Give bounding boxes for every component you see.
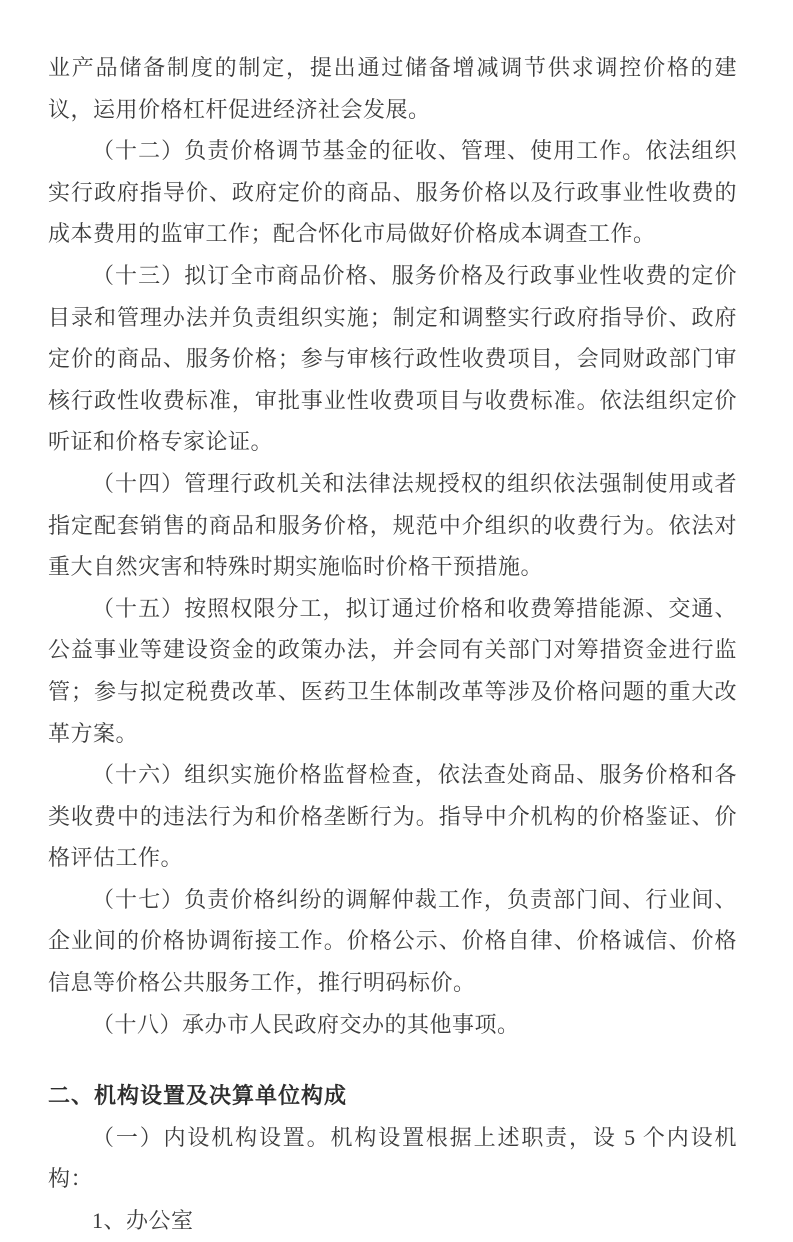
section-heading: 二、机构设置及决算单位构成: [48, 1083, 348, 1109]
sub-paragraph-internal-orgs: （一）内设机构设置。机构设置根据上述职责，设 5 个内设机构：: [48, 1124, 737, 1192]
duty-paragraph-18: （十八）承办市人民政府交办的其他事项。: [92, 1011, 520, 1037]
list-item-office: 1、办公室: [92, 1208, 194, 1234]
duty-paragraph-16: （十六）组织实施价格监督检查，依法查处商品、服务价格和各类收费中的违法行为和价格垄断行为。指导中介机构的价格鉴证、价格评估工作。: [48, 762, 737, 871]
continuation-paragraph: 业产品储备制度的制定，提出通过储备增减调节供求调控价格的建议，运用价格杠杆促进经济社会发展。: [48, 55, 737, 122]
document-body: [48, 47, 737, 1242]
duty-paragraph-14: （十四）管理行政机关和法律法规授权的组织依法强制使用或者指定配套销售的商品和服务价格，规范中介组织的收费行为。依法对重大自然灾害和特殊时期实施临时价格干预措施。: [48, 470, 737, 580]
duty-paragraph-17: （十七）负责价格纠纷的调解仲裁工作，负责部门间、行业间、企业间的价格协调衔接工作。价格公示、价格自律、价格诚信、价格信息等价格公共服务工作，推行明码标价。: [48, 886, 737, 996]
duty-paragraph-15: （十五）按照权限分工，拟订通过价格和收费筹措能源、交通、公益事业等建设资金的政策办法，并会同有关部门对筹措资金进行监管；参与拟定税费改革、医药卫生体制改革等涉及价格问题的重大改革方案。: [48, 595, 737, 746]
duty-paragraph-13: （十三）拟订全市商品价格、服务价格及行政事业性收费的定价目录和管理办法并负责组织实施；制定和调整实行政府指导价、政府定价的商品、服务价格；参与审核行政性收费项目，会同财政部门审核行政性收费标准，审批事业性收费项目与收费标准。依法组织定价听证和价格专家论证。: [48, 262, 737, 455]
duty-paragraph-12: （十二）负责价格调节基金的征收、管理、使用工作。依法组织实行政府指导价、政府定价的商品、服务价格以及行政事业性收费的成本费用的监审工作；配合怀化市局做好价格成本调查工作。: [48, 138, 737, 247]
